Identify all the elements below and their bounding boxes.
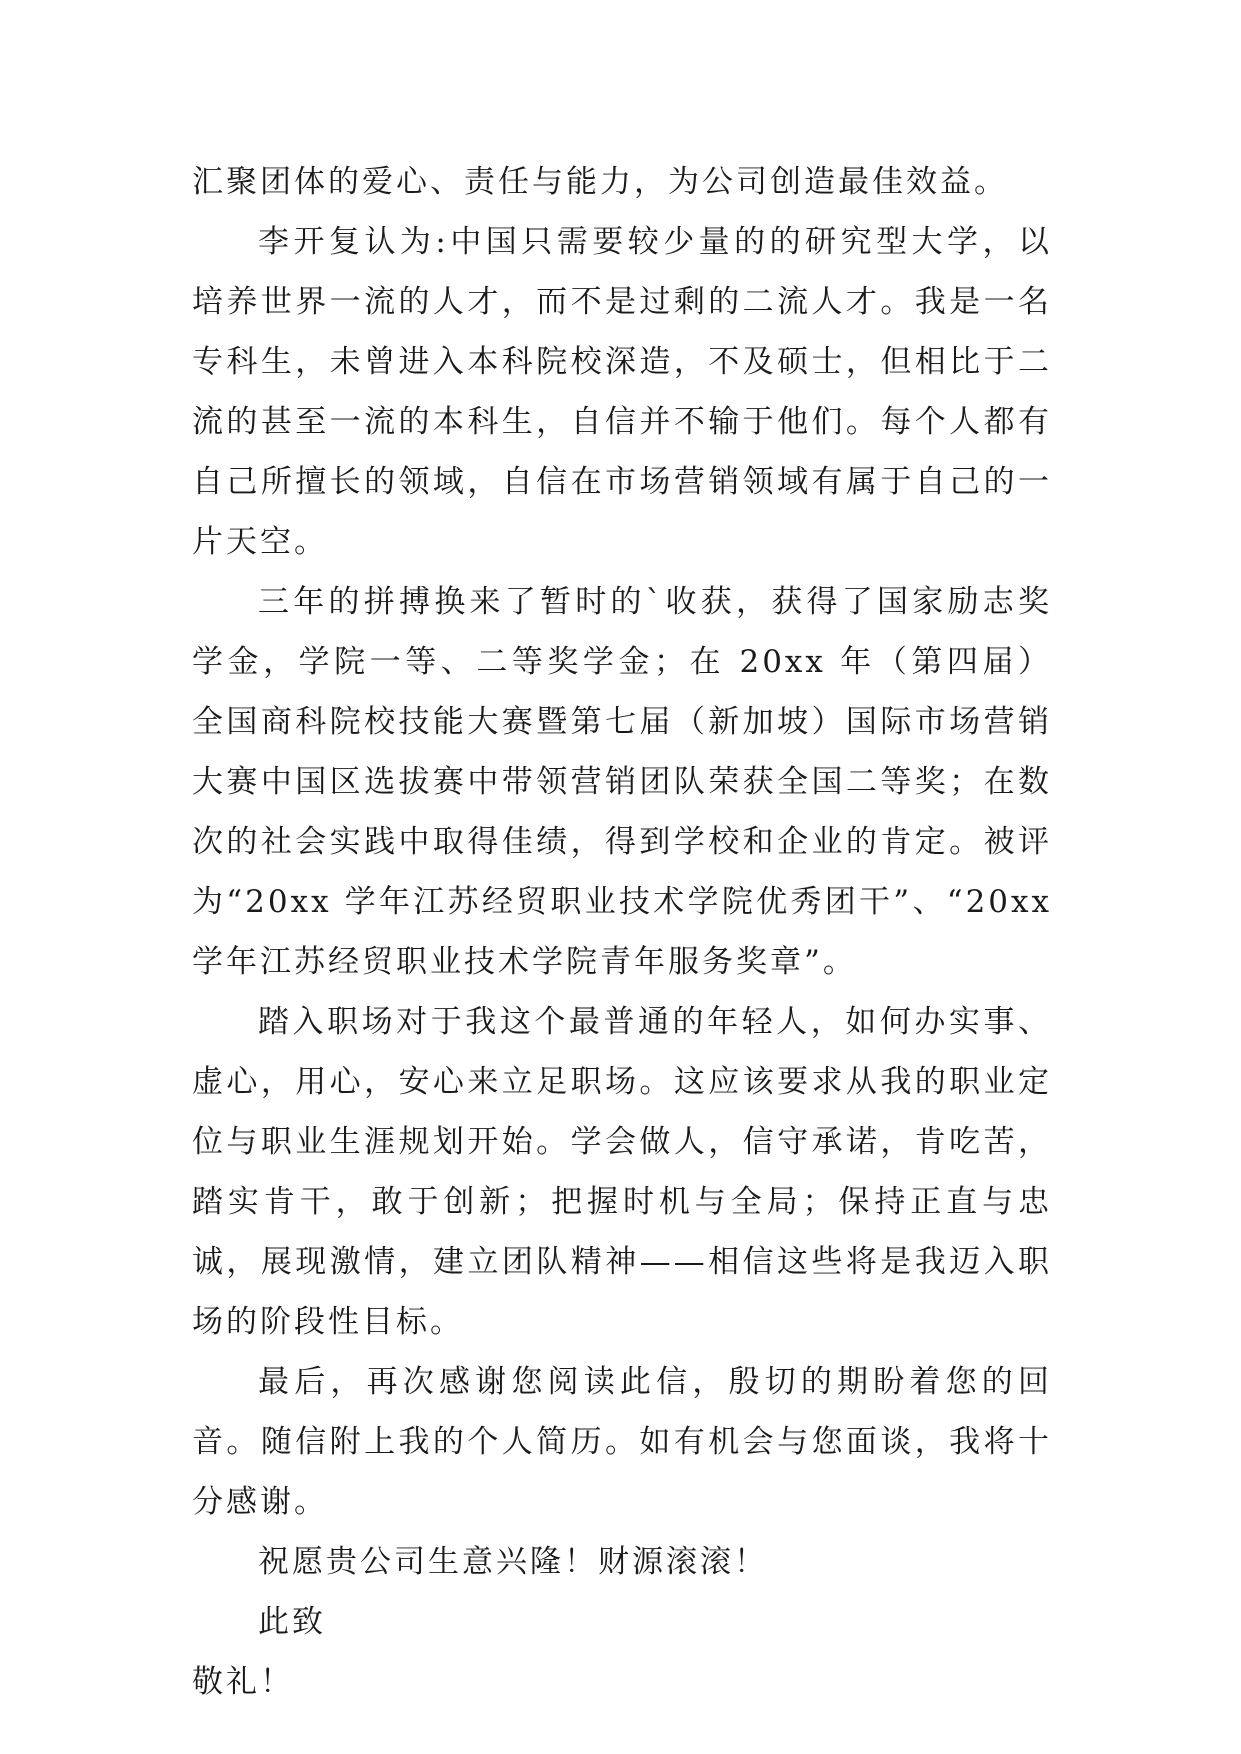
salutation-closing: 此致	[258, 1604, 326, 1640]
paragraph-achievements: 三年的拼搏换来了暂时的`收获，获得了国家励志奖学金，学院一等、二等奖学金；在 20xx 年（第四届）全国商科院校技能大赛暨第七届（新加坡）国际市场营销大赛中国区选拔赛中带领营销团队荣获全国二等奖；在数次的社会实践中取得佳绩，得到学校和企业的肯定。被评为“20xx 学年江苏经贸职业技术学院优秀团干”、“20xx 学年江苏经贸职业技术学院青年服务奖章”。	[192, 584, 1052, 980]
salutation-regards: 敬礼！	[192, 1664, 294, 1700]
paragraph-closing-thanks: 最后，再次感谢您阅读此信，殷切的期盼着您的回音。随信附上我的个人简历。如有机会与您面谈，我将十分感谢。	[192, 1364, 1052, 1520]
paragraph-continuation: 汇聚团体的爱心、责任与能力，为公司创造最佳效益。	[192, 164, 1008, 200]
paragraph-self-confidence: 李开复认为:中国只需要较少量的的研究型大学，以培养世界一流的人才，而不是过剩的二流人才。我是一名专科生，未曾进入本科院校深造，不及硕士，但相比于二流的甚至一流的本科生，自信并不输于他们。每个人都有自己所擅长的领域，自信在市场营销领域有属于自己的一片天空。	[192, 224, 1052, 560]
paragraph-wishes: 祝愿贵公司生意兴隆！财源滚滚！	[258, 1544, 768, 1580]
letter-body	[192, 152, 1052, 1712]
paragraph-career-goals: 踏入职场对于我这个最普通的年轻人，如何办实事、虚心，用心，安心来立足职场。这应该要求从我的职业定位与职业生涯规划开始。学会做人，信守承诺，肯吃苦，踏实肯干，敢于创新；把握时机与全局；保持正直与忠诚，展现激情，建立团队精神——相信这些将是我迈入职场的阶段性目标。	[192, 1004, 1052, 1340]
